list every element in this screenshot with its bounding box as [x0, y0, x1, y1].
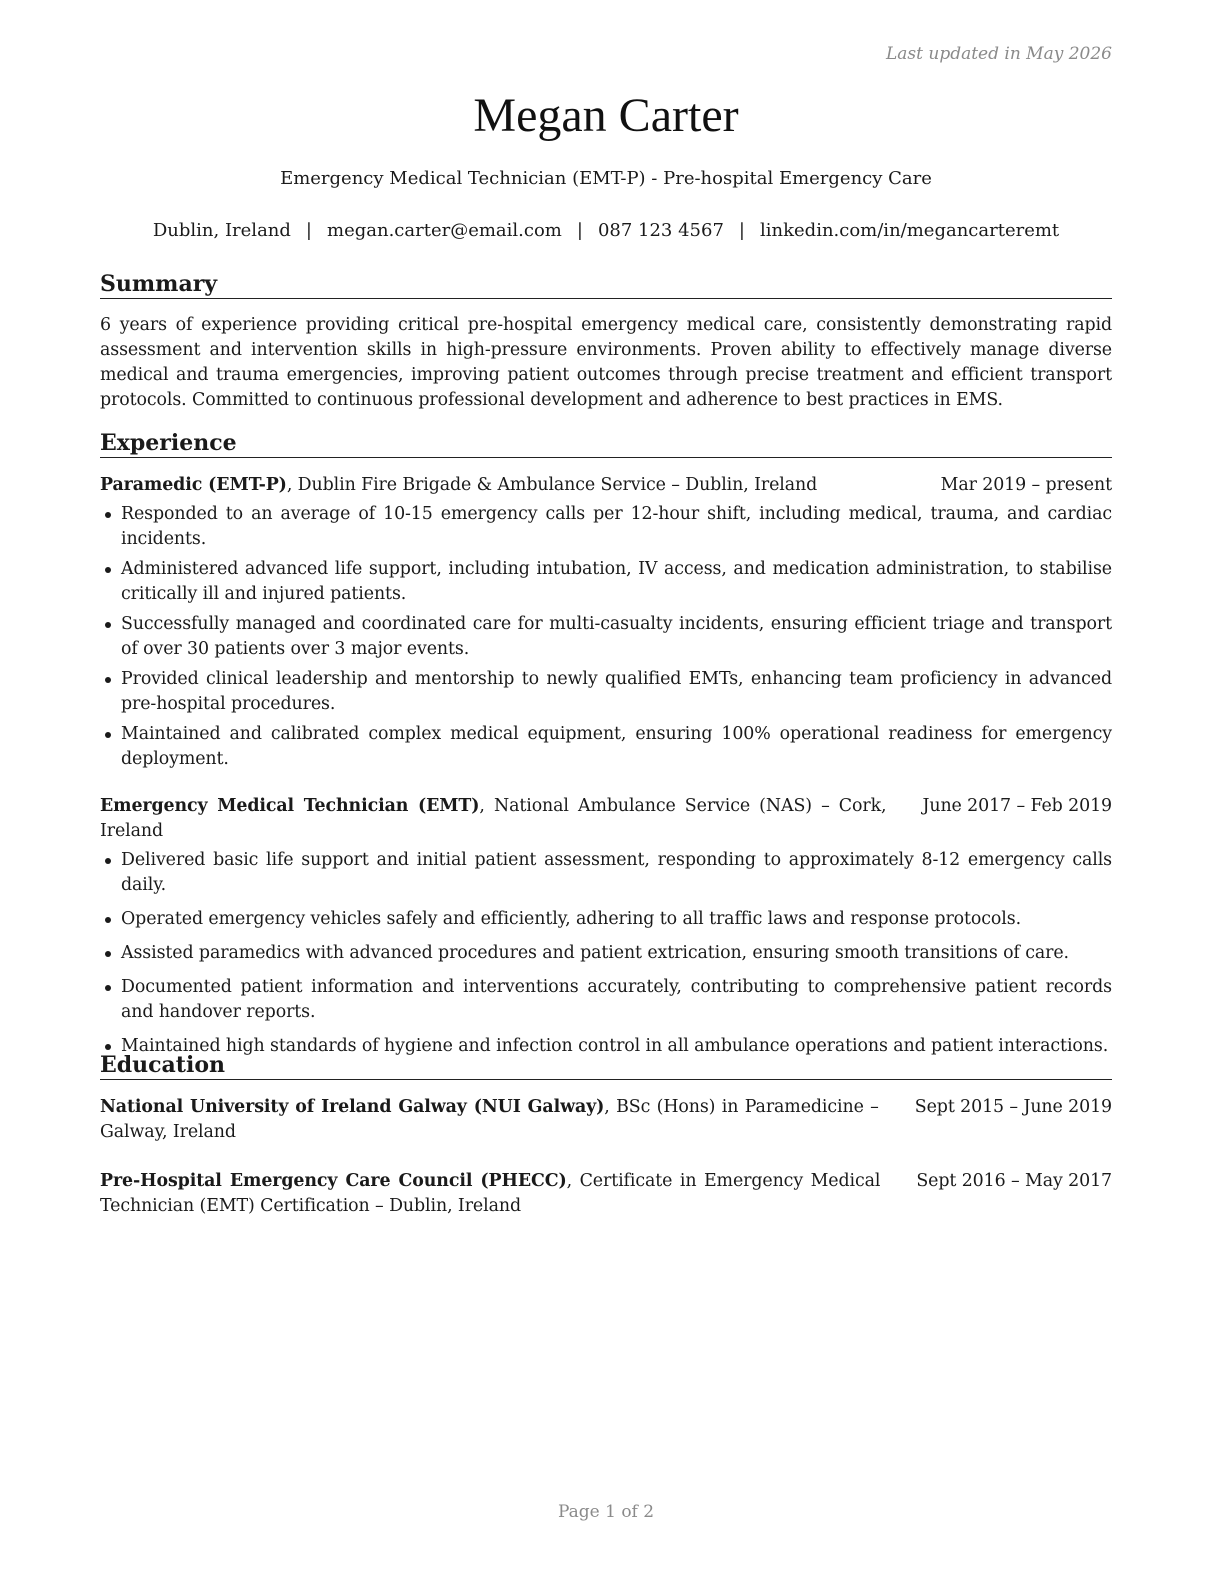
- section-title-education: Education: [100, 1051, 1112, 1080]
- list-item: Responded to an average of 10-15 emergency calls per 12-hour shift, including medical, trauma, and cardiac incidents.: [100, 502, 1112, 552]
- headline: Emergency Medical Technician (EMT-P) - Pre-hospital Emergency Care: [280, 168, 932, 189]
- job-role: Paramedic (EMT-P): [100, 475, 287, 495]
- resume-page: [100, 0, 1112, 1584]
- list-item: Assisted paramedics with advanced procedures and patient extrication, ensuring smooth transitions of care.: [100, 941, 1112, 966]
- summary-section: [100, 270, 1112, 413]
- contact-location: Dublin, Ireland: [152, 220, 291, 241]
- list-item: Successfully managed and coordinated care for multi-casualty incidents, ensuring efficient triage and transport of over 30 patients over 3 major events.: [100, 612, 1112, 662]
- experience-section: [100, 429, 1112, 1068]
- contact-line: [100, 219, 1112, 243]
- education-institution: National University of Ireland Galway (NUI Galway): [100, 1097, 605, 1117]
- list-item: Maintained high standards of hygiene and infection control in all ambulance operations and patient interactions.: [100, 1034, 1112, 1059]
- job-org: , Dublin Fire Brigade & Ambulance Service – Dublin, Ireland: [286, 475, 818, 495]
- education-dates: Sept 2016 – May 2017: [916, 1171, 1112, 1191]
- education-detail: , Certificate in Emergency Medical Technician (EMT) Certification – Dublin, Ireland: [100, 1171, 881, 1216]
- section-title-experience: Experience: [100, 429, 1112, 458]
- job-bullets: [100, 502, 1112, 772]
- education-entry: [100, 1169, 1112, 1219]
- list-item: Provided clinical leadership and mentorship to newly qualified EMTs, enhancing team proficiency in advanced pre-hospital procedures.: [100, 667, 1112, 717]
- education-entry: [100, 1095, 1112, 1145]
- list-item: Documented patient information and interventions accurately, contributing to comprehensive patient records and handover reports.: [100, 975, 1112, 1025]
- section-title-summary: Summary: [100, 270, 1112, 299]
- contact-separator: |: [305, 220, 312, 241]
- job-org: , National Ambulance Service (NAS) – Cork, Ireland: [100, 796, 887, 841]
- job-header: [100, 794, 1112, 844]
- job-role: Emergency Medical Technician (EMT): [100, 796, 480, 816]
- contact-separator: |: [738, 220, 745, 241]
- page-number: Page 1 of 2: [557, 1502, 655, 1522]
- list-item: Delivered basic life support and initial patient assessment, responding to approximately 8-12 emergency calls daily.: [100, 848, 1112, 898]
- contact-email[interactable]: megan.carter@email.com: [327, 220, 562, 241]
- contact-linkedin[interactable]: linkedin.com/in/megancarteremt: [760, 220, 1060, 241]
- job-entry: [100, 473, 1112, 772]
- job-header: [100, 473, 1112, 498]
- job-bullets: [100, 848, 1112, 1059]
- education-section: [100, 1051, 1112, 1219]
- contact-phone[interactable]: 087 123 4567: [597, 220, 724, 241]
- job-entry: [100, 794, 1112, 1059]
- last-updated: Last updated in May 2026: [885, 44, 1112, 64]
- education-institution: Pre-Hospital Emergency Care Council (PHECC): [100, 1171, 567, 1191]
- education-dates: Sept 2015 – June 2019: [914, 1097, 1112, 1117]
- list-item: Operated emergency vehicles safely and efficiently, adhering to all traffic laws and response protocols.: [100, 907, 1112, 932]
- list-item: Administered advanced life support, including intubation, IV access, and medication administration, to stabilise critically ill and injured patients.: [100, 557, 1112, 607]
- education-detail: , BSc (Hons) in Paramedicine – Galway, Ireland: [100, 1097, 879, 1142]
- summary-text: 6 years of experience providing critical pre-hospital emergency medical care, consistently demonstrating rapid assessment and intervention skills in high-pressure environments. Proven ability to effectively manage diverse medical and trauma emergencies, improving patient outcomes through precise treatment and efficient transport protocols. Committed to continuous professional development and adherence to best practices in EMS.: [100, 315, 1112, 410]
- job-dates: June 2017 – Feb 2019: [922, 796, 1112, 816]
- list-item: Maintained and calibrated complex medical equipment, ensuring 100% operational readiness for emergency deployment.: [100, 722, 1112, 772]
- job-dates: Mar 2019 – present: [940, 475, 1112, 495]
- candidate-name: Megan Carter: [473, 89, 739, 142]
- contact-separator: |: [576, 220, 583, 241]
